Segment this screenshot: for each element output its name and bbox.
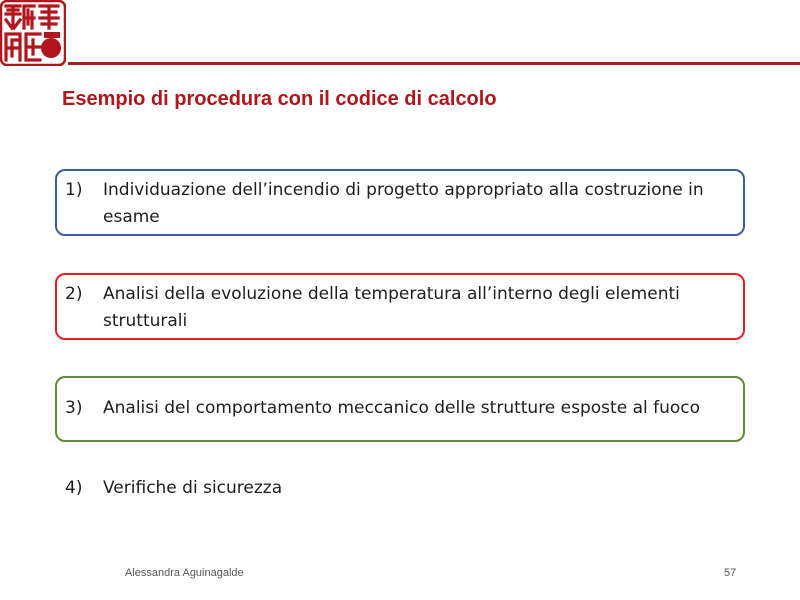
step-text: Analisi del comportamento meccanico delle strutture esposte al fuoco [103,398,701,418]
procedure-step-1 [55,169,745,236]
step-text: Verifiche di sicurezza [103,478,283,498]
seal-logo-icon [0,0,66,66]
step-number: 2) [65,284,83,304]
step-text: Analisi della evoluzione della temperatura all’interno degli elementi strutturali [103,284,680,331]
footer-author: Alessandra Aguinagalde [125,567,244,579]
step-number: 1) [65,180,83,200]
step-number: 3) [65,398,83,418]
slide-title: Esempio di procedura con il codice di calcolo [62,88,497,110]
header-divider [68,62,800,65]
procedure-step-4 [55,473,745,503]
procedure-step-2 [55,273,745,340]
step-number: 4) [65,478,83,498]
page-number: 57 [724,567,737,579]
step-text: Individuazione dell’incendio di progetto appropriato alla costruzione in esame [103,180,704,227]
procedure-step-3 [55,376,745,442]
